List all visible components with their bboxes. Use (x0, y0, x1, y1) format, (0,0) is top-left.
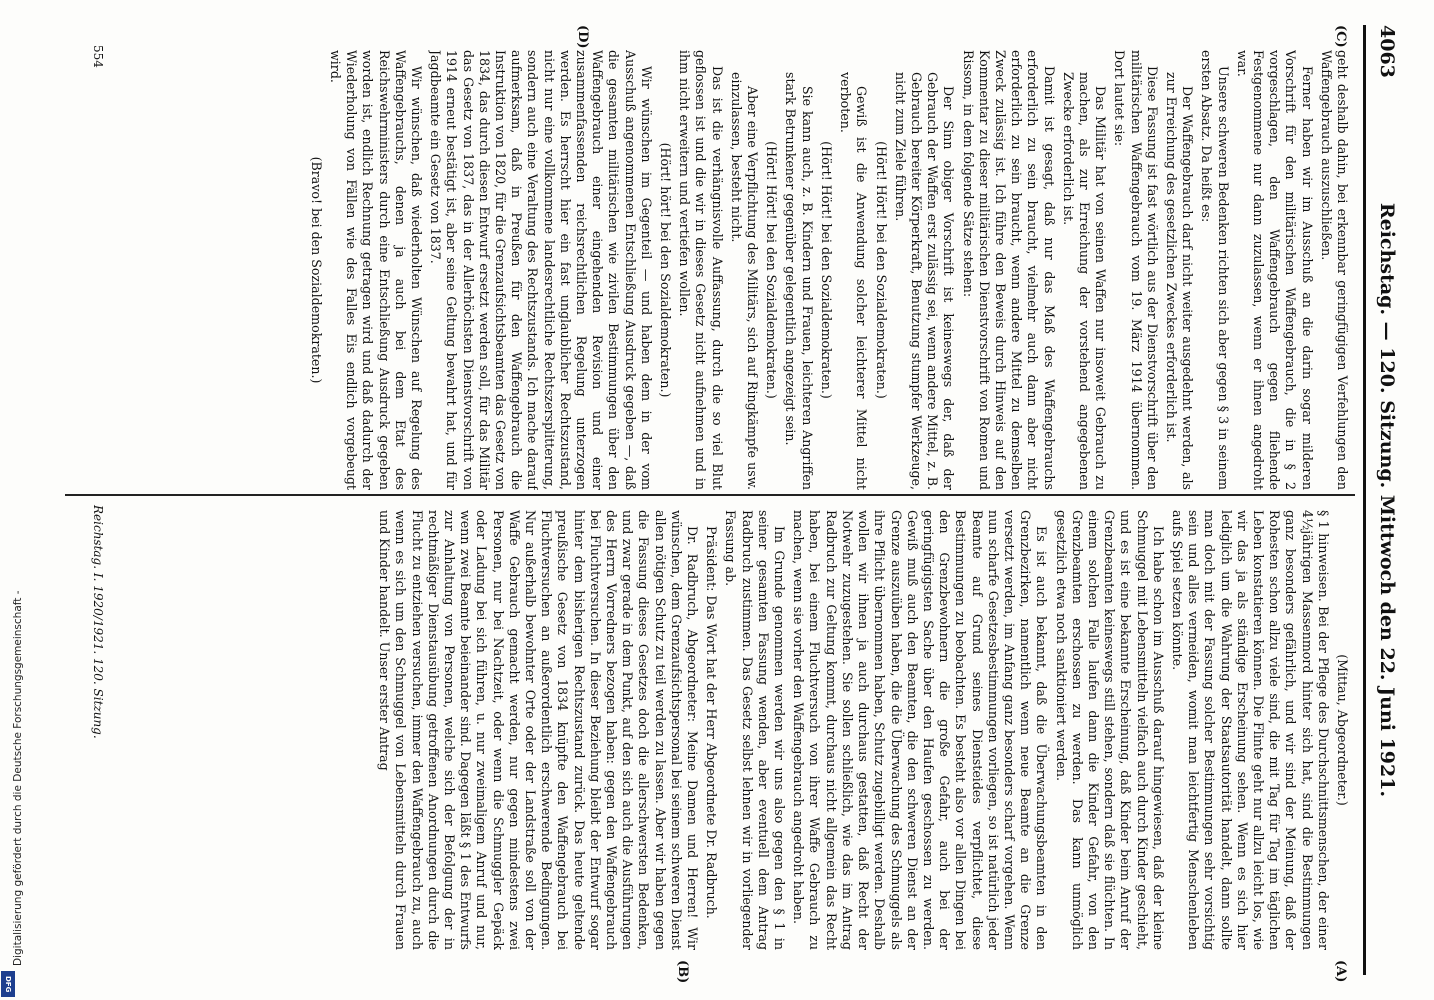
speaker-line: Dr. Radbruch, Abgeordneter: Meine Damen und Herren! Wir wünschen, dem Grenzaufsichtspersonal bei seinem schweren Dienst allen nötigen Schutz zu teil werden zu lassen. Aber wir haben gegen die Fassung dieses Gesetzes doch die allerschwersten Bedenken, und zwar gerade in dem Punkt, auf den sich auch die Ausführungen des Herrn Vorredners bezogen haben: gegen den Waffengebrauch bei Fluchtversuchen. In dieser Beziehung bleibt der Entwurf sogar hinter dem bisherigen Rechtszustand zurück. Das heute geltende preußische Gesetz von 1834 knüpfte den Waffengebrauch bei Fluchtversuchen an außerordentlich erschwerende Bedingungen. Nur außerhalb bewohnter Orte oder der Landstraße soll von der Waffe Gebrauch gemacht werden, nur gegen mindestens zwei Personen, nur bei Nachtzeit, oder wenn die Schmuggler Gepäck oder Ladung bei sich führen, u. nur zweimaligem Anruf und nur, wenn zwei Beamte beieinander sind. Dagegen läßt § 1 des Entwurfs zur Anhaltung von Personen, welche sich der Befolgung der in rechtmäßiger Dienstausübung getroffenen Anordnungen durch die Flucht zu entziehen versuchen, immer den Waffengebrauch zu, auch wenn es sich um den Schmuggel von Lebensmitteln durch Frauen und Kinder handelt. Unser erster Antrag (377, 510, 701, 950)
page-number: 4063 (1376, 25, 1398, 78)
quotation: Gewiß ist die Anwendung solcher leichterer Mittel nicht verboten. (838, 72, 870, 490)
paragraph: geht deshalb dahin, bei erkennbar geringfügigen Verfehlungen den Waffengebrauch auszuschließen. (1318, 50, 1350, 490)
text-column-left (120, 50, 1350, 490)
interjection: (Hört! Hört! bei den Sozialdemokraten.) (873, 141, 889, 399)
president-line: Präsident: Das Wort hat der Herr Abgeordnete Dr. Radbruch. (704, 526, 720, 919)
page-header (1363, 25, 1402, 975)
paragraph: Ferner haben wir im Ausschuß an die darin sogar milderen Vorschrift für den militärischen Waffengebrauch, die in § 2 vorgeschlagen, den Waffengebrauch gegen fliehende Festgenommene nur dann zuzulassen, wenn er ihnen angedroht war. (1234, 50, 1315, 490)
quotation: Der Sinn obiger Vorschrift ist keineswegs der, daß der Gebrauch der Waffen erst zulässig sei, wenn andere Mittel, z. B. Gebrauch bereiter Körperkraft, Benutzung stumpfer Werkzeuge, nicht zum Ziele führen. (892, 72, 957, 490)
paragraph: Diese Fassung ist fast wörtlich aus der Dienstvorschrift über den militärischen Waffengebrauch vom 19. März 1914 übernommen. Dort lautet sie: (1112, 50, 1160, 490)
paragraph: Wir wünschen, daß wiederholten Wünschen auf Regelung des Waffengebrauchs, denen ja auch bei dem Etat des Reichswehrministers durch eine Entschließung Ausdruck gegeben worden ist, endlich Rechnung getragen wird und daß dadurch der Wiederholung von Fällen wie des Falles Eis endlich vorgebeugt wird. (328, 50, 425, 490)
quotation: Aber eine Verpflichtung des Militärs, sich auf Ringkämpfe usw. einzulassen, besteht nicht. (728, 72, 761, 490)
dfg-logo-icon: DFG (1, 971, 15, 997)
paragraph: Damit ist gesagt, daß nur das Maß des Waffengebrauchs erforderlich zu sein braucht, vielmehr auch dann aber nicht erforderlich zu sein braucht, wenn andere Mittel zu demselben Zweck zulässig ist. Ich führe den Beweis durch Hinweis auf den Kommentar zu dieser militärischen Dienstvorschrift von Romen und Rissom, in dem folgende Sätze stehen: (960, 50, 1057, 490)
quotation: Der Waffengebrauch darf nicht weiter ausgedehnt werden, als zur Erreichung des gesetzlichen Zweckes erforderlich ist. (1163, 72, 1196, 490)
page-title: Reichstag. — 120. Sitzung. Mittwoch den 22. Juni 1921. (1376, 202, 1398, 798)
paragraph: Wir wünschen im Gegenteil — und haben dem in der vom Ausschuß angenommenen Entschließung Ausdruck gegeben —, daß die gesamten militärischen wie zivilen Bestimmungen über den Waffengebrauch einer eingehenden Revision und einer zusammenfassenden reichsrechtlichen Regelung unterzogen werden. Es herrscht hier ein fast unglaublicher Rechtszustand, nicht nur eine vollkommene landesrechtliche Rechtszersplitterung, sondern auch eine Veraltung des Rechtszustands. Ich mache darauf aufmerksam, daß in Preußen für den Waffengebrauch die Instruktion von 1820, für die Grenzaufsichtsbeamten das Gesetz von 1834, das durch diesen Entwurf ersetzt werden soll, für das Militär das Gesetz von 1837, das in der Allerhöchsten Dienstvorschrift von 1914 erneut bestätigt ist, aber seine Geltung bewahrt hat, und für Jagdbeamte ein Gesetz von 1837. (428, 50, 654, 490)
margin-marker-a: (A) (1333, 960, 1348, 983)
interjection: (Hört! Hört! bei den Sozialdemokraten.) (818, 141, 834, 399)
paragraph: Unsere schweren Bedenken richten sich aber gegen § 3 in seinem ersten Absatz. Da heißt es: (1199, 50, 1231, 490)
quotation: Sie kann auch, z. B. Kindern und Frauen, leichteren Angriffen stark Betrunkener gegenüber gelegentlich angezeigt sein. (783, 72, 815, 490)
page-footer-number: 554 (91, 45, 105, 68)
speaker-line: (Mittau, Abgeordneter.) (1335, 654, 1350, 806)
column-divider (65, 494, 1355, 496)
rotated-page (10, 5, 1410, 995)
margin-marker-b: (B) (675, 960, 690, 984)
paragraph: Es ist auch bekannt, daß die Überwachungsbeamten in den Grenzbezirken, namentlich wenn neue Beamte an die Grenze versetzt werden, im Anfang ganz besonders scharf vorgehen. Wenn nun scharfe Gesetzesbestimmungen vorliegen, so ist natürlich jeder Beamte auf Grund seines Diensteides verpflichtet, diese Bestimmungen zu beobachten. Es besteht also vor allen Dingen bei den Grenzbewohnern die große Gefahr, auch bei der geringfügigsten Sache über den Haufen geschossen zu werden. Gewiß muß auch den Beamten, die den schweren Dienst an der Grenze auszuüben haben, die die Überwachung des Schmuggels als ihre Pflicht übernommen haben, Schutz zugebilligt werden. Deshalb wollen wir ihnen ja auch durchaus gestatten, daß Recht der Notwehr zuzugestehen. Sie sollen schließlich, wie das im Antrag Radbruch zur Geltung kommt, durchaus nicht allgemein das Recht haben, bei einem Fluchtversuch von ihrer Waffe Gebrauch zu machen, wenn sie vorher den Waffengebrauch angedroht haben. (791, 510, 1050, 950)
paragraph: § 1 hinweisen. Bei der Pflege des Durchschnittsmenschen, der einer 4½jährigen Massenmord hinter sich hat, sind die Bestimmungen ganz besonders gefährlich, und wir sind der Meinung, daß der Rohesten schon allzu viele sind, die mit Tag für Tag im täglichen Leben konstatieren können. Die Flinte geht nur allzu leicht los, wie wir das ja als ständige Erscheinung sehen. Wenn es sich hier lediglich um die Wahrung der Staatsautorität handelt, dann sollte man doch mit der Fassung solcher Bestimmungen sehr vorsichtig sein und alles vermeiden, womit man leichtfertig Menschenleben aufs Spiel setzen könnte. (1169, 510, 1331, 950)
paragraph: Das ist die verhängnisvolle Auffassung, durch die so viel Blut geflossen ist und die wir in dieses Gesetz nicht aufnehmen und in ihm nicht erweitern und vertiefen wollen. (677, 50, 725, 490)
paragraph: Ich habe schon im Ausschuß darauf hingewiesen, daß der kleine Schmuggel mit Lebensmitteln vielfach auch durch Kinder geschieht, und es ist eine bekannte Erscheinung, daß Kinder beim Anruf der Grenzbeamten keineswegs still stehen, sondern daß sie flüchten. In einem solchen Falle laufen dann die Kinder Gefahr, von den Grenzbeamten erschossen zu werden. Das kann unmöglich gesetzlich etwa noch sanktioniert werden. (1053, 510, 1166, 950)
margin-marker-c: (C) (1333, 25, 1348, 48)
interjection: (Hört! Hört! bei den Sozialdemokraten.) (764, 141, 780, 399)
interjection: (Hört! hört! bei den Sozialdemokraten.) (658, 142, 674, 398)
margin-marker-d: (D) (575, 25, 590, 49)
quotation: Das Militär hat von seinen Waffen nur insoweit Gebrauch zu machen, als zur Erreichung der vorstehend angegebenen Zwecke erforderlich ist. (1060, 72, 1109, 490)
text-column-right (120, 510, 1350, 950)
interjection: (Bravo! bei den Sozialdemokraten.) (308, 156, 324, 384)
paragraph: Im Grunde genommen werden wir uns also gegen den § 1 in seiner gesamten Fassung wenden, aber eventuell dem Antrag Radbruch zustimmen. Das Gesetz selbst lehnen wir in vorliegender Fassung ab. (723, 510, 788, 950)
page-footer-right: Reichstag. I. 1920/1921. 120. Sitzung. (91, 505, 105, 739)
digitization-notice: Digitalisierung gefördert durch die Deutsche Forschungsgemeinschaft - (12, 590, 24, 966)
